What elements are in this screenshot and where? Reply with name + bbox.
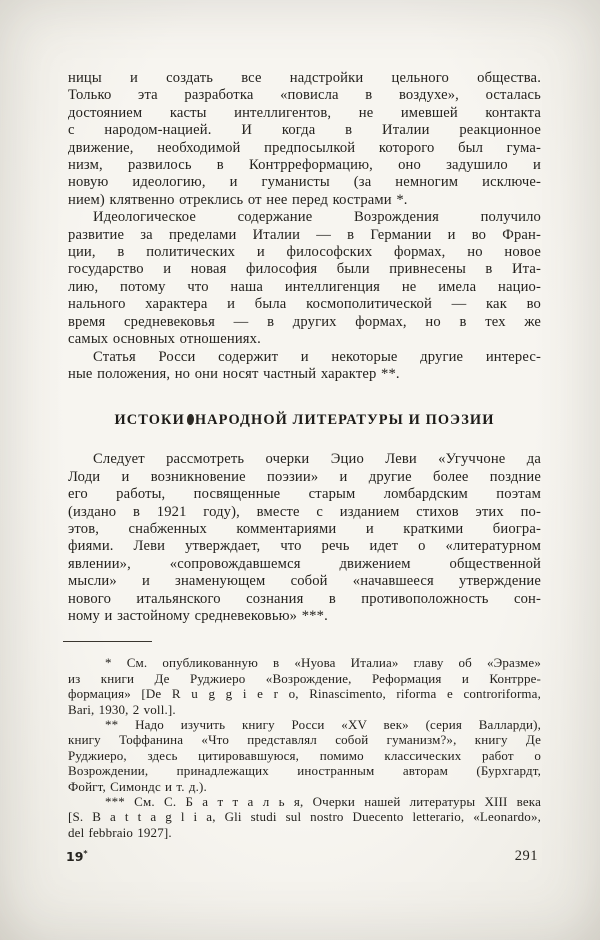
text-line: (издано в 1921 году), вместе с изданием стихов этих по-: [68, 503, 541, 520]
section-heading-part1: ИСТОКИ: [114, 412, 185, 429]
footnote-1: [68, 655, 541, 717]
text-line: Статья Росси содержит и некоторые другие интерес-: [93, 348, 541, 365]
footnote-3: [68, 794, 541, 840]
section-heading-part2: НАРОДНОЙ ЛИТЕРАТУРЫ И ПОЭЗИИ: [194, 412, 495, 429]
body-paragraph-4: [68, 451, 541, 625]
text-line: Лоди и возникновение поэзии» и другие более поздние: [68, 468, 541, 485]
text-line: формация» [De R u g g i e r o, Rinascimento, riforma e controriforma,: [68, 686, 541, 702]
text-line: самых основных отношениях.: [68, 331, 261, 348]
text-line: достоянием касты интеллигентов, не имевшей контакта: [68, 104, 541, 121]
text-line: низм, развилось в Контрреформацию, оно задушило и: [68, 157, 541, 174]
text-line: время средневековья — в других формах, но в тех же: [68, 313, 541, 330]
ink-smudge-artifact: [186, 414, 194, 426]
text-line: [S. B a t t a g l i a, Gli studi sul nostro Duecento letterario, «Leonardo»,: [68, 809, 541, 825]
text-line: новую идеологию, и гуманисты (за немногим исключе-: [68, 174, 541, 191]
text-line: из книги Де Руджиеро «Возрождение, Реформация и Контрре-: [68, 670, 541, 686]
text-line: Только эта разработка «повисла в воздухе», осталась: [68, 87, 541, 104]
text-line: нием) клятвенно отреклись от нее перед кострами *.: [68, 191, 408, 208]
body-paragraph-2: [68, 209, 541, 348]
printer-signature: [66, 849, 88, 864]
text-line: del febbraio 1927].: [68, 824, 172, 840]
text-line: Следует рассмотреть очерки Эцио Леви «Угуччоне да: [93, 451, 541, 468]
page-number: 291: [514, 848, 538, 864]
text-line: ницы и создать все надстройки цельного общества.: [68, 70, 541, 86]
text-line: фиями. Леви утверждает, что речь идет о «литературном: [68, 538, 541, 555]
text-line: нового итальянского сознания в противоположность сон-: [68, 590, 541, 607]
text-line: нального характера и была космополитической — как во: [68, 296, 541, 313]
section-heading: [68, 412, 541, 429]
text-line: явлении», «сопровождавшемся движением общественной: [68, 555, 541, 572]
text-line: ному и застойному средневековью» ***.: [68, 607, 328, 624]
text-line: Фойгт, Симондс и т. д.).: [68, 778, 207, 794]
text-line: лию, потому что наша интеллигенция не имела нацио-: [68, 278, 541, 295]
text-line: с народом-нацией. И когда в Италии реакционное: [68, 122, 541, 139]
text-line: его работы, посвященные старым ломбардским поэтам: [68, 486, 541, 503]
text-line: этов, снабженных комментариями и краткими биогра-: [68, 520, 541, 537]
text-line: ные положения, но они носят частный характер **.: [68, 365, 400, 382]
footnotes-block: [68, 655, 541, 840]
text-line: развитие за пределами Италии — в Германии и во Фран-: [68, 226, 541, 243]
text-line: Идеологическое содержание Возрождения получило: [93, 209, 541, 226]
text-block: [68, 70, 541, 840]
body-paragraph-1: [68, 70, 541, 209]
text-line: Bari, 1930, 2 voll.].: [68, 701, 176, 717]
text-line: ** Надо изучить книгу Росси «XV век» (серия Валларди),: [105, 717, 541, 732]
text-line: ции, в политических и философских формах, но новое: [68, 244, 541, 261]
footnote-separator: [63, 641, 152, 642]
footnote-2: [68, 717, 541, 794]
text-line: Руджиеро, здесь цитировавшуюся, помимо классических работ о: [68, 747, 541, 763]
text-line: движение, необходимой предпосылкой которого был гума-: [68, 139, 541, 156]
text-line: *** См. С. Б а т т а л ь я, Очерки нашей литературы XIII века: [105, 794, 541, 810]
text-line: государство и новая философия были привнесены в Ита-: [68, 261, 541, 278]
body-paragraph-3: [68, 349, 541, 384]
text-line: книгу Тоффанина «Что представлял собой гуманизм?», книгу Де: [68, 732, 541, 748]
signature-mark: *: [83, 849, 88, 858]
text-line: Возрождении, принадлежащих иностранным авторам (Бурхгардт,: [68, 763, 541, 779]
text-line: * См. опубликованную в «Нуова Италиа» главу об «Эразме»: [105, 655, 541, 671]
signature-number: 19: [66, 849, 84, 864]
text-line: мысли» и знаменующем собой «начавшееся утверждение: [68, 573, 541, 590]
